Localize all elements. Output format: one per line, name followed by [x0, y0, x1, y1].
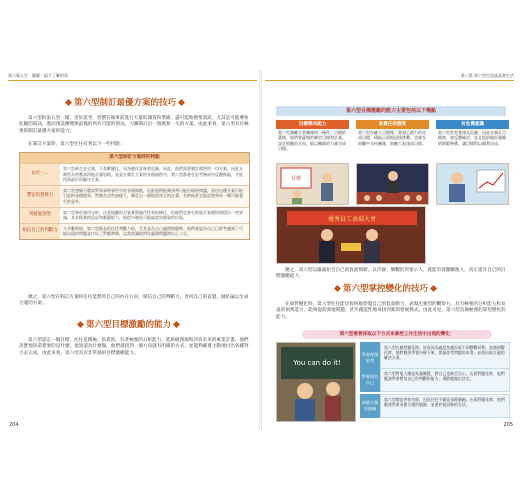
right-page [262, 70, 517, 430]
table-row [20, 223, 249, 239]
panel-tag: 目標導向能力 [276, 120, 349, 129]
diamond-icon [178, 99, 185, 106]
trait-panel [276, 120, 349, 205]
paragraph: 第六型認定一個目標，往往是積極、負責的，有著極強的分析能力，能夠做預測和評估未來的專業計畫。他們清楚地知道想要的是什麼，他知道為什麼做，他們就找到一個方向就有明確的方式，並能夠確實主動地付出各種努力去完成。由此來看，第六型具有非常強的目標激勵能力。 [19, 338, 249, 356]
section-caption: 第六型目標激勵的能力主要包括以下幾點 [276, 106, 506, 116]
running-head: 第六篇人生：應變一組不了解的事 [8, 73, 68, 78]
table-row-key: 相信自己的判斷力 [20, 224, 60, 239]
paragraph: 在面對變化時，第六型往往能比較快地察覺自己的負面動力，表現出強烈的觀察力，具有極強的分析能力和長遠的預判能力，能夠提前發現問題，甚至創造性地尋找到新的發展模式，由此可見，第六型具備極強的掌控變化的能力。 [276, 302, 506, 320]
panel-text: 第六型在確立目標後，會盡心盡力的完成目標，積極正面地迎接挑戰，也會在困難中支持團隊，鼓勵大家達成目標。 [356, 129, 429, 163]
illustration-image [356, 163, 429, 205]
tip-key: 學會從頭思考 [360, 342, 380, 374]
tip-text: 第六型總是害怕失敗，因此往往不願意承擔風險。在面對變化時，他們應該學會承擔合理的風險，並勇於嘗試新的方法。 [380, 394, 510, 418]
tip-key: 學會相信自己 [360, 368, 380, 392]
chalkboard-text: You can do it! [293, 359, 341, 367]
poster-text: 優秀員工表揚大會 [327, 216, 377, 223]
table-row-value: 大多數時候，第六型都是很信任判斷力的，尤其是在自己處理問題時。他們會認為自己已經考慮到了可能出現的問題並作出了對應準備，這常常讓他們在處理問題時信心十足。 [60, 224, 249, 239]
tip-text: 第六型在應對變化時，容易因為過度焦慮而看不到整體局勢。當遇到變化時，他們應該學會冷靜下來，從頭思考問題的本質，並找出最合適的解決方案。 [380, 342, 510, 374]
panel-text: 第六型激勵主要團隊的一條件，目標的選擇，他們會審慎的制定目標和計畫，設定相應的方向，能以團隊的力量完成目標。 [276, 129, 349, 163]
section-title: 第六型掌控變化的技巧 [332, 286, 439, 292]
paragraph: 在制訂方案時，第六型往往有著以下一些特點： [28, 142, 125, 147]
trait-panel [436, 120, 509, 205]
table-row-value: 第六型想像力豐富對事事物事件中的各個節點，因此他們能夠預判可能出現的問題，評估這種方案可能引起的各種後果，然後在這些前提下，制訂出一個相當周全的計畫，有時候甚至能設想到每一種可能發生的意外。 [60, 186, 249, 207]
diamond-icon [65, 99, 72, 106]
traits-table [19, 152, 250, 240]
table-row-value: 第六型善於運用分析，注重規劃的方案實際操作性和結構化，但他們也會在經過方案總結時提出一些異議，具有極強的反思和應變能力，能從中避免可能過度的後果的出現。 [60, 208, 249, 223]
diamond-icon [77, 321, 84, 328]
paragraph: 總之，第六型在制訂方案時往往能想到自己的內在方向，相信自己的判斷力，善用自己的直覺，做結論以生成合適的方案。 [19, 295, 249, 307]
illustration-image [276, 163, 349, 205]
tip-row [360, 368, 510, 392]
section-title: 第六型目標激勵的能力 [75, 322, 182, 328]
table-row [20, 163, 249, 185]
diamond-icon [173, 321, 180, 328]
tip-text: 第六型對他人總是充滿懷疑，對自己也缺乏信心。在面對變化時，他們應該學會相信自己的判斷和能力，勇敢地做出決定。 [380, 368, 510, 392]
table-row-value: 第六型缺乏安全感，不喜歡變化。因為變化意味著危險。因此，他們需要制訂縝密的一切方案，因此五類型為害應該四能計畫思路。並是在制訂方案的各個過程中，第六型都會在思考層面中反覆推敲，才能找到最好的解決方案。 [60, 164, 249, 185]
panel-tag: 負責任的態度 [356, 120, 429, 129]
paragraph: 第六型的第五型一樣，善於思考，習慣在做事前進行大量的調查和準備，盡可能地搜集資訊，尤其是可能導致危險的資訊，進而預設應變與最後的所有可能的情況。力圖制訂出一個萬無一失的方案。由此來看，第六型具有極強的制訂最優方案的能力。 [19, 116, 249, 134]
svg-text:目標: 目標 [290, 176, 302, 182]
tip-row [360, 394, 510, 418]
section-title: 第六型制訂最優方案的技巧 [63, 100, 187, 106]
panel-tag: 有危機意識 [436, 120, 509, 129]
table-row-key: 豐富的想像力 [20, 186, 60, 207]
left-page [5, 70, 260, 430]
table-row [20, 207, 249, 223]
running-head: 第三篇 第六型打造高品質生活 [460, 73, 514, 78]
tips-banner: 第六型需要採取以下方式來掌控工作生活中出現的變化： [302, 330, 492, 339]
illustration-image [436, 163, 509, 205]
diamond-icon [334, 285, 341, 292]
panel-text: 第六型常常會預見危險，因此在制訂目標時，會反覆檢討，並且提前做好風險的防範準備，讓目標得以順利完成。 [436, 129, 509, 163]
table-header: 第六型制訂方案時的特點 [20, 153, 249, 163]
table-row-key: 由於一... [20, 164, 60, 185]
classroom-photo [276, 342, 356, 422]
page-number: 204 [9, 421, 19, 428]
page-number: 205 [503, 421, 513, 428]
table-row-key: 突破瓶頸型 [20, 208, 60, 223]
trait-panel [356, 120, 429, 205]
illustration-image [276, 206, 426, 264]
header-rule [8, 80, 257, 81]
tip-key: 承擔合理的風險 [360, 394, 380, 418]
diamond-icon [430, 285, 437, 292]
header-rule [265, 80, 514, 81]
table-row [20, 185, 249, 207]
paragraph: 總之，第六型以嚴肅拒否自己的負面情緒，以冷靜、樂觀的形象示人，就能有效激勵他人，真正提升自己的目標激勵能力。 [276, 268, 506, 280]
